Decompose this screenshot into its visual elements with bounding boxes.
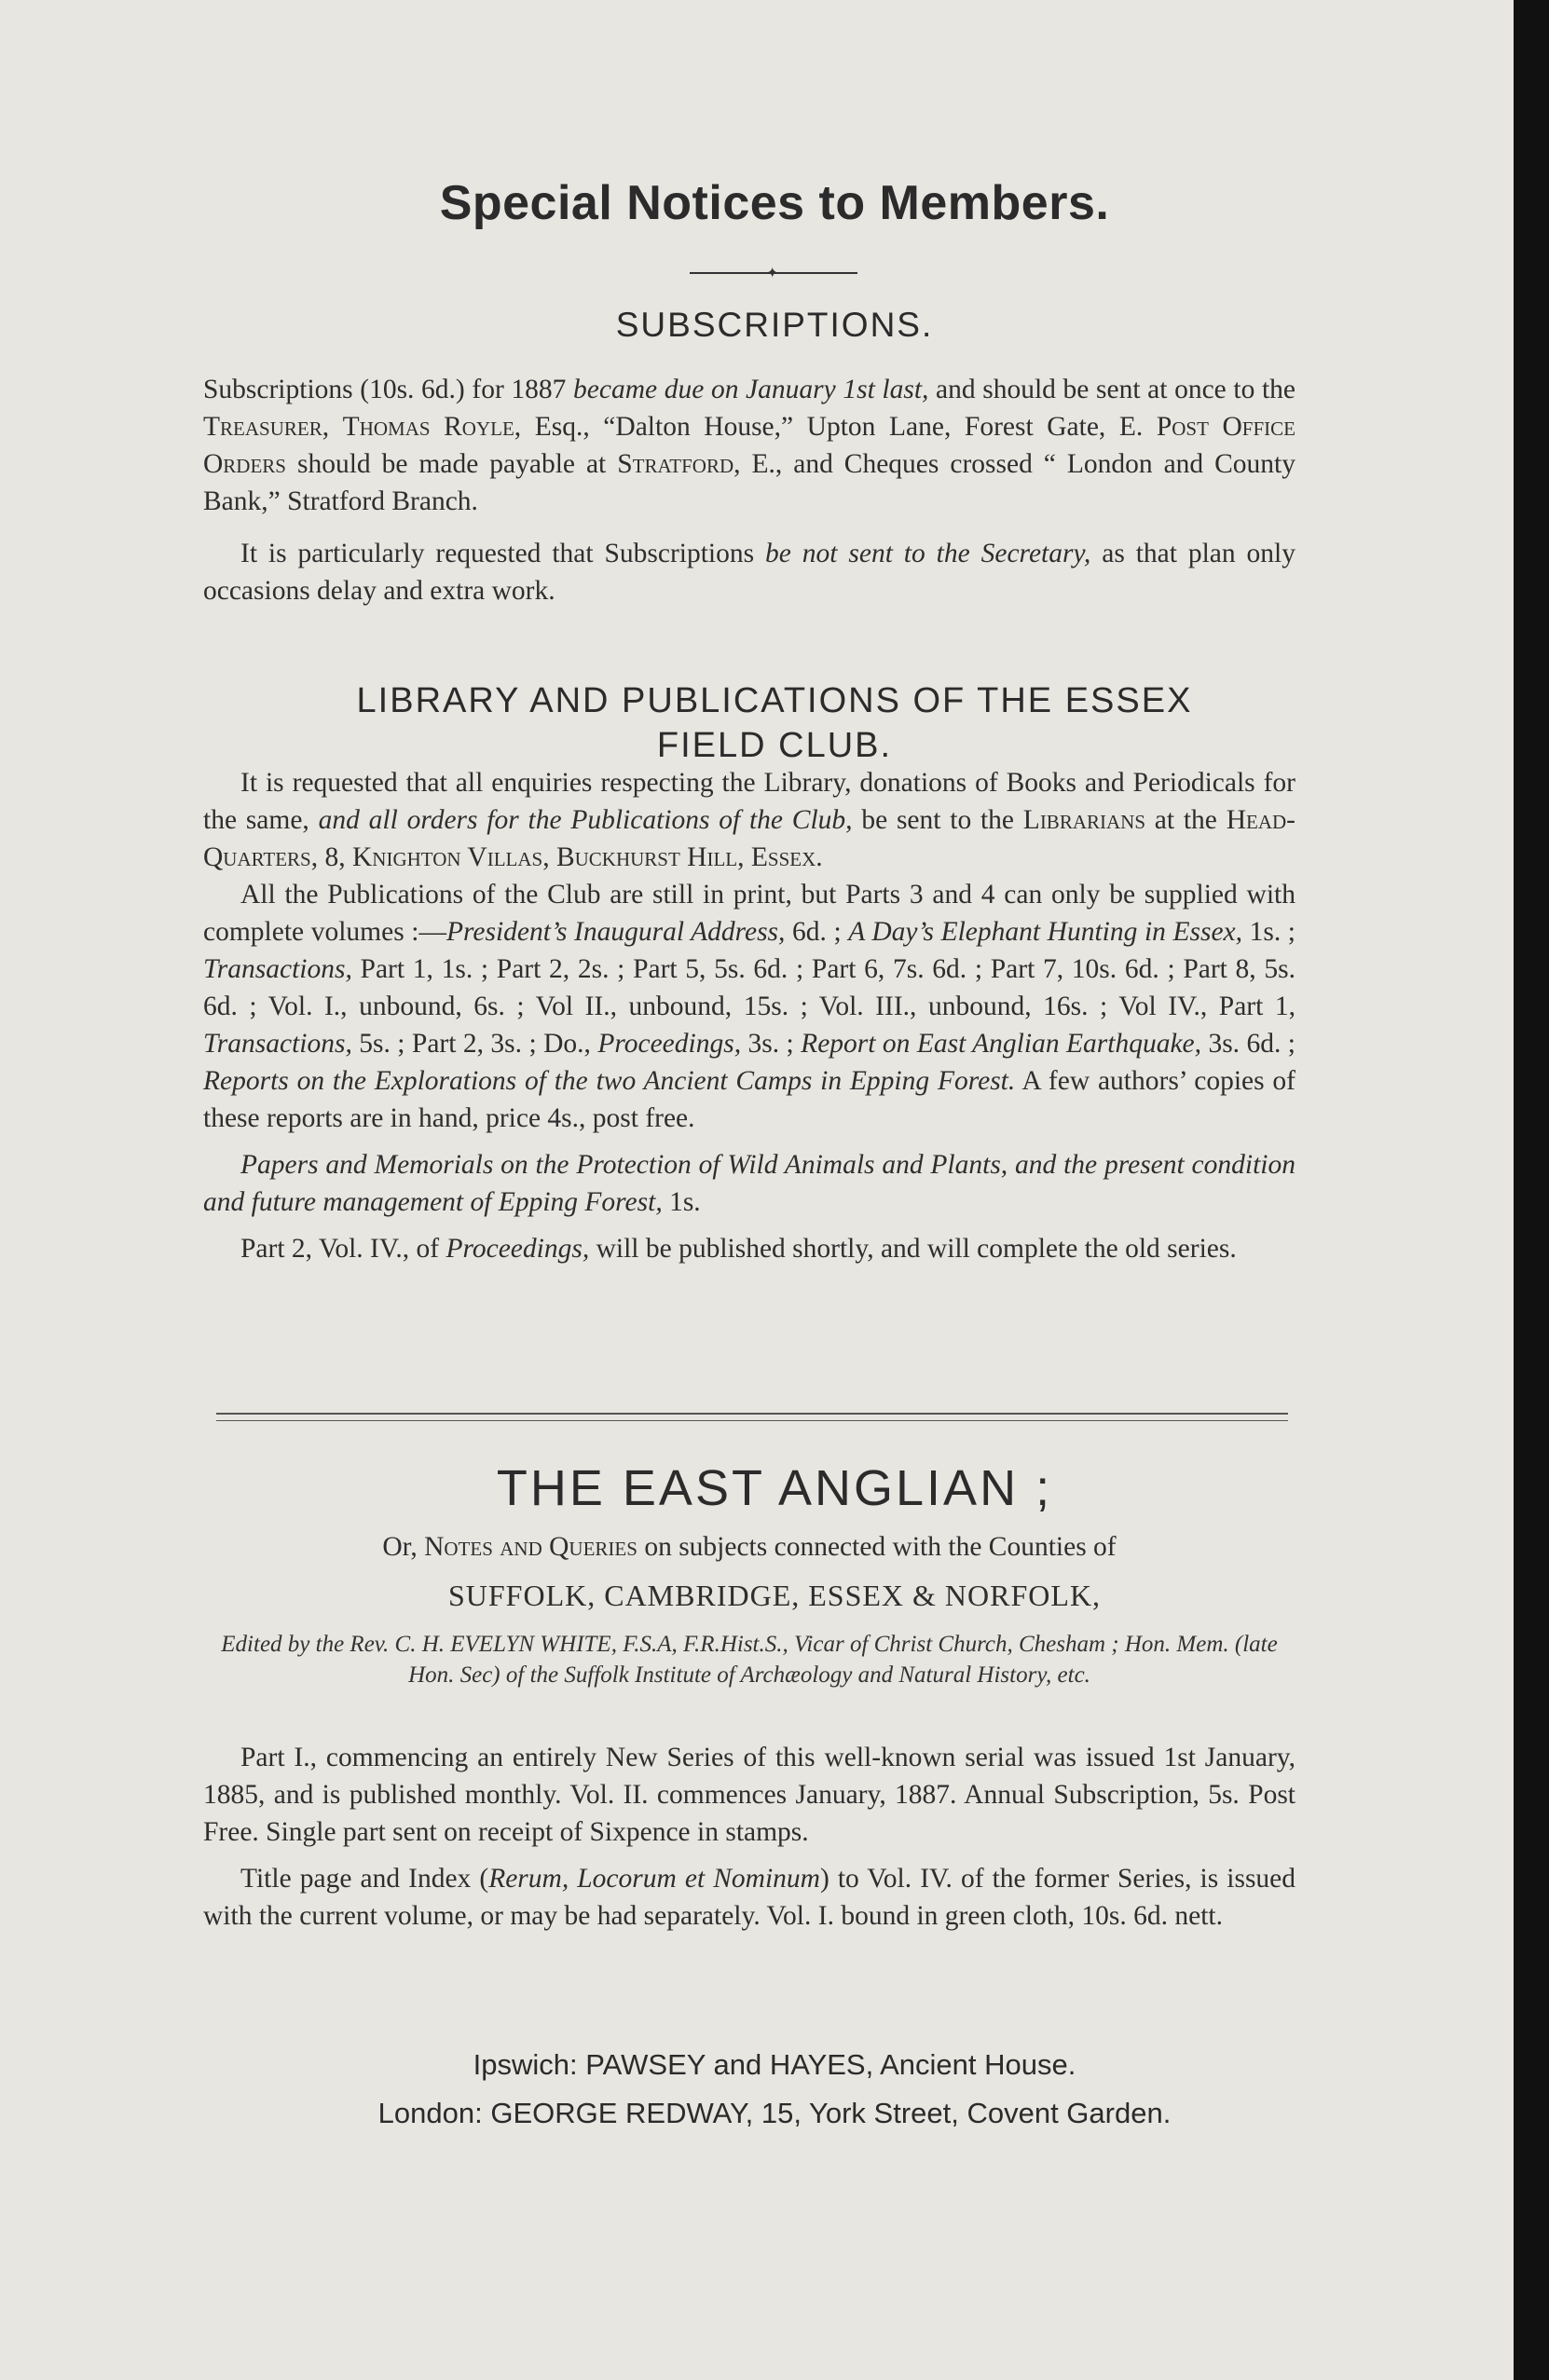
- text-run: be sent to the: [852, 805, 1023, 835]
- text-run: Title page and Index (: [240, 1864, 489, 1894]
- publisher-ipswich: Ipswich: PAWSEY and HAYES, Ancient House.: [473, 2048, 1076, 2081]
- text-run: Part 1, 1s. ; Part 2, 2s. ; Part 5, 5s. 6d. ; Part 6, 7s. 6d. ; Part 7, 10s. 6d. ; Part 8, 5s. 6d. ; Vol. I., unbound, 6s. ; Vol II., unbound, 15s. ; Vol. III., unbound, 16s. ; Vol IV., Part 1,: [203, 954, 1295, 1021]
- text-run: Transactions,: [203, 1029, 352, 1059]
- heading-line: FIELD CLUB.: [656, 726, 893, 765]
- page-edge-shadow: [1514, 0, 1549, 2380]
- text-run: Librarians: [1022, 805, 1145, 835]
- proceedings-paragraph: [203, 1230, 1295, 1267]
- text-run: 3s. ;: [741, 1029, 802, 1059]
- text-run: .: [816, 842, 823, 872]
- text-run: will be published shortly, and will complete the old series.: [589, 1234, 1237, 1264]
- text-run: Treasurer: [203, 412, 322, 442]
- text-run: Proceedings,: [597, 1029, 742, 1059]
- text-run: , 8,: [310, 842, 352, 872]
- text-run: Papers and Memorials on the Protection of Wild Animals and Plants, and the present condition and future management of Epping Forest,: [203, 1150, 1295, 1217]
- text-run: Notes and Queries: [424, 1532, 637, 1562]
- subscriptions-section: [203, 371, 1295, 609]
- text-run: 1s.: [662, 1187, 701, 1217]
- section-rule-top: [216, 1413, 1288, 1415]
- text-run: , Esq., “Dalton House,” Upton Lane, Forest Gate, E.: [514, 412, 1157, 442]
- text-run: and should be sent at once to the: [928, 375, 1295, 404]
- text-run: Rerum, Locorum et Nominum: [488, 1864, 820, 1894]
- east-anglian-paragraph: Part I., commencing an entirely New Series of this well-known serial was issued 1st January, 1885, and is published monthly. Vol. II. commences January, 1887. Annual Subscription, 5s. Post Free. Single part sent on receipt of Sixpence in stamps.: [203, 1743, 1295, 1847]
- page-title: Special Notices to Members.: [439, 176, 1110, 230]
- text-run: It is requested that all enquiries respecting the Library, donations of Books and Periodicals for the same,: [203, 768, 1295, 835]
- text-run: 1s. ;: [1242, 917, 1296, 947]
- heading-line: LIBRARY AND PUBLICATIONS OF THE ESSEX: [356, 681, 1193, 720]
- text-run: became due on January 1st last,: [573, 375, 929, 404]
- ornament-divider: [690, 264, 857, 281]
- ornament-icon: ✦: [766, 264, 779, 281]
- text-run: on subjects connected with the Counties of: [637, 1532, 1117, 1562]
- text-run: All the Publications of the Club are still in print, but Parts 3 and 4 can only be supplied with complete volumes :—: [203, 880, 1295, 947]
- east-anglian-title: THE EAST ANGLIAN ;: [496, 1460, 1053, 1516]
- text-run: Post Office Orders: [203, 412, 1295, 479]
- text-run: It is particularly requested that Subscriptions: [240, 539, 766, 568]
- library-heading: [0, 678, 1549, 768]
- text-run: Or,: [382, 1532, 425, 1562]
- counties-line: SUFFOLK, CAMBRIDGE, ESSEX & NORFOLK,: [447, 1579, 1102, 1612]
- papers-paragraph: [203, 1146, 1295, 1221]
- text-run: should be made payable at: [286, 449, 618, 479]
- publications-paragraph: [203, 876, 1295, 1137]
- editor-credit: Edited by the Rev. C. H. EVELYN WHITE, F.S.A, F.R.Hist.S., Vicar of Christ Church, Chesham ; Hon. Mem. (late Hon. Sec) of the Suffolk Institute of Archæology and Natural History, etc.: [221, 1632, 1278, 1688]
- text-run: President’s Inaugural Address,: [446, 917, 786, 947]
- text-run: Report on East Anglian Earthquake,: [801, 1029, 1202, 1059]
- text-run: Proceedings,: [446, 1234, 590, 1264]
- text-run: Stratford: [617, 449, 734, 479]
- text-run: Thomas Royle: [342, 412, 514, 442]
- text-run: as that plan only occasions delay and extra work.: [203, 539, 1296, 606]
- text-run: A few authors’ copies of these reports are in hand, price 4s., post free.: [203, 1066, 1295, 1133]
- text-run: Transactions,: [203, 954, 352, 984]
- text-run: 6d. ;: [785, 917, 849, 947]
- text-run: Head-Quarters: [203, 805, 1295, 872]
- text-run: Knighton Villas, Buckhurst Hill, Essex: [351, 842, 816, 872]
- text-run: Part 2, Vol. IV., of: [240, 1234, 446, 1264]
- text-run: 5s. ; Part 2, 3s. ; Do.,: [351, 1029, 598, 1059]
- index-paragraph: [203, 1860, 1295, 1935]
- subscriptions-heading: SUBSCRIPTIONS.: [615, 306, 934, 344]
- text-run: , E., and Cheques crossed “ London and County Bank,” Stratford Branch.: [203, 449, 1296, 516]
- text-run: 3s. 6d. ;: [1201, 1029, 1295, 1059]
- text-run: at the: [1145, 805, 1227, 835]
- text-run: ) to Vol. IV. of the former Series, is issued with the current volume, or may be had separately. Vol. I. bound in green cloth, 10s. 6d. nett.: [203, 1864, 1296, 1931]
- text-run: A Day’s Elephant Hunting in Essex,: [848, 917, 1243, 947]
- subtitle-line: [203, 1528, 1295, 1566]
- subscriptions-note: [203, 535, 1295, 609]
- text-run: and all orders for the Publications of the Club,: [318, 805, 853, 835]
- library-section: [203, 764, 1295, 1267]
- subscriptions-paragraph: [203, 371, 1295, 520]
- text-run: Subscriptions (10s. 6d.) for 1887: [203, 375, 574, 404]
- publisher-london: London: GEORGE REDWAY, 15, York Street, Covent Garden.: [377, 2097, 1172, 2129]
- text-run: be not sent to the Secretary,: [765, 539, 1091, 568]
- library-paragraph: [203, 764, 1295, 876]
- east-anglian-subtitle: [203, 1528, 1295, 1566]
- text-run: Reports on the Explorations of the two Ancient Camps in Epping Forest.: [203, 1066, 1016, 1096]
- text-run: ,: [322, 412, 343, 442]
- east-anglian-body: [203, 1739, 1295, 1935]
- section-rule-bottom: [216, 1420, 1288, 1421]
